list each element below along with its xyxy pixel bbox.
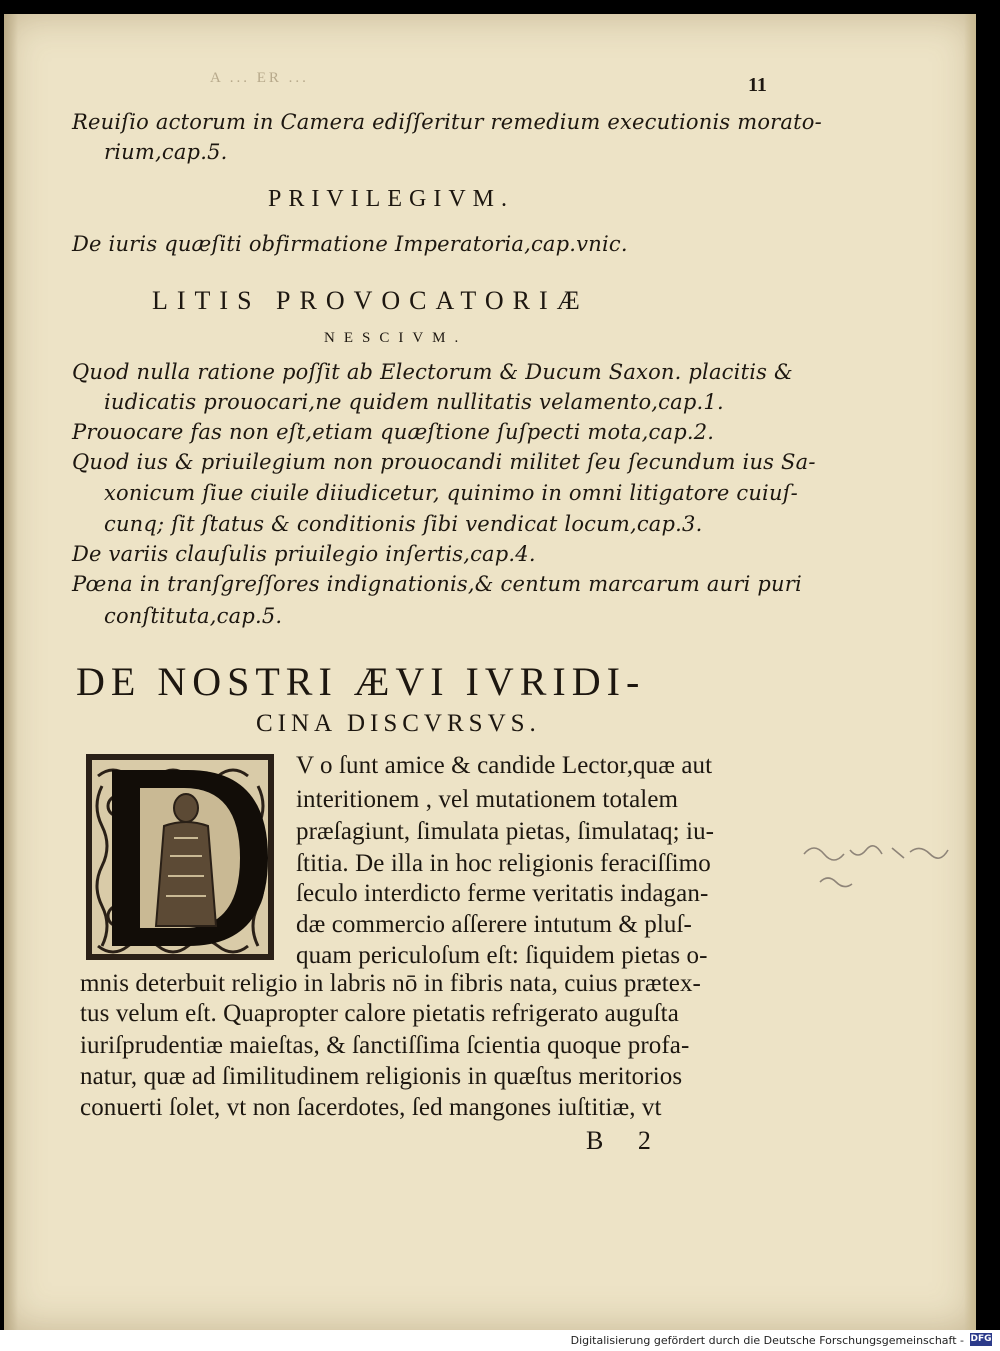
body-line-2: interitionem , vel mutationem totalem	[296, 786, 679, 813]
body-line-1: V o ſunt amice & candide Lector,quæ aut	[296, 752, 713, 779]
litis-line-7: De variis clauſulis priuilegio inſertis,cap.4.	[72, 542, 536, 566]
body-line-8: mnis deterbuit religio in labris nō in fibris nata, cuius prætex-	[80, 970, 701, 997]
heading-litis: LITIS PROVOCATORIÆ	[152, 286, 589, 315]
main-title-line-1: DE NOSTRI ÆVI IVRIDI-	[76, 659, 646, 704]
body-line-5: ſeculo interdicto ferme veritatis indagan-	[296, 880, 709, 907]
heading-nescium: NESCIVM.	[324, 330, 468, 346]
body-line-10: iuriſprudentiæ maieſtas, & ſanctiſſima ſcientia quoque profa-	[80, 1032, 690, 1059]
litis-line-6: cunq; ſit ſtatus & conditionis ſibi vendicat locum,cap.3.	[104, 512, 703, 536]
main-title-line-2: CINA DISCVRSVS.	[256, 710, 541, 737]
heading-privilegium: PRIVILEGIVM.	[268, 186, 514, 212]
folio-number: 11	[748, 74, 767, 96]
footer-credit: Digitalisierung gefördert durch die Deutsche Forschungsgemeinschaft -	[570, 1334, 964, 1347]
body-line-11: natur, quæ ad ſimilitudinem religionis in quæſtus meritorios	[80, 1063, 683, 1090]
body-line-3: præſagiunt, ſimulata pietas, ſimulataq; iu-	[296, 818, 715, 845]
decorated-initial-woodcut	[78, 746, 282, 968]
litis-line-4: Quod ius & priuilegium non prouocandi militet ſeu ſecundum ius Sa-	[72, 450, 816, 474]
running-head: A ... ER ...	[210, 70, 309, 86]
initial-letter-text: D	[78, 746, 79, 747]
signature-mark: B 2	[586, 1126, 665, 1155]
reuisio-line-2: rium,cap.5.	[104, 140, 228, 164]
litis-line-8: Pœna in tranſgreſſores indignationis,& centum marcarum auri puri	[72, 572, 802, 596]
privilegium-line: De iuris quæſiti obfirmatione Imperatoria,cap.vnic.	[72, 232, 628, 256]
reuisio-line-1: Reuiſio actorum in Camera ediſſeritur remedium executionis morato-	[72, 110, 822, 134]
body-line-7: quam periculoſum eſt: ſiquidem pietas o-	[296, 942, 708, 969]
litis-line-9: conſtituta,cap.5.	[104, 604, 283, 628]
decorated-initial	[78, 746, 282, 968]
litis-line-3: Prouocare fas non eſt,etiam quæſtione ſuſpecti mota,cap.2.	[72, 420, 715, 444]
dfg-logo: DFG	[970, 1334, 992, 1344]
body-line-12: conuerti ſolet, vt non ſacerdotes, ſed mangones iuſtitiæ, vt	[80, 1094, 662, 1121]
litis-line-5: xonicum ſiue ciuile diiudicetur, quinimo in omni litigatore cuiuſ-	[104, 481, 798, 505]
margin-handwriting	[800, 836, 980, 896]
litis-line-1: Quod nulla ratione poſſit ab Electorum & Ducum Saxon. placitis &	[72, 360, 793, 384]
page-edge-shadow	[964, 14, 976, 1330]
litis-line-2: iudicatis prouocari,ne quidem nullitatis velamento,cap.1.	[104, 390, 724, 414]
body-line-9: tus velum eſt. Quapropter calore pietatis refrigerato auguſta	[80, 1000, 679, 1027]
body-line-4: ſtitia. De illa in hoc religionis feraciſſimo	[296, 850, 711, 877]
body-line-6: dæ commercio aſſerere intutum & pluſ-	[296, 911, 692, 938]
